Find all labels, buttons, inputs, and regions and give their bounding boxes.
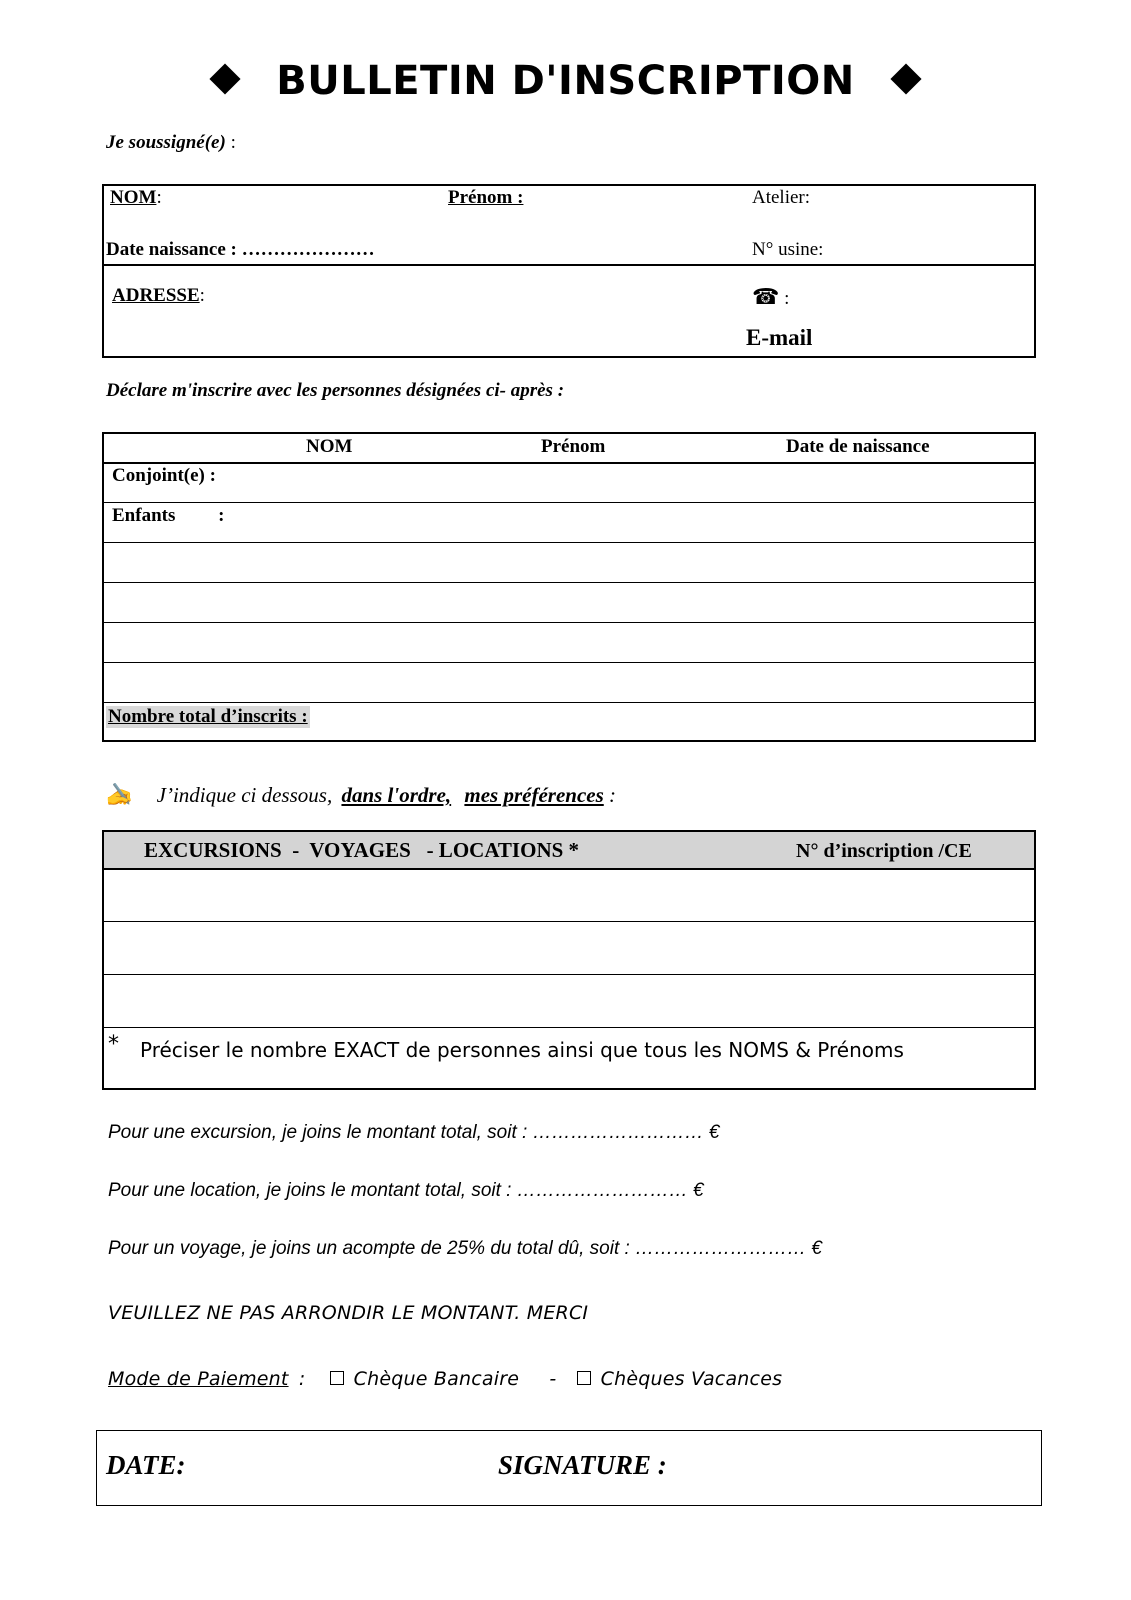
adresse-colon: :: [199, 285, 205, 306]
nom-field[interactable]: [110, 187, 162, 209]
adresse-field[interactable]: [112, 285, 205, 307]
cheques-vacances-label: Chèques Vacances: [600, 1368, 783, 1390]
usine-field[interactable]: N° usine:: [752, 239, 824, 260]
payment-voyage-line[interactable]: Pour un voyage, je joins un acompte de 25% du total dû, soit : ……………………… €: [108, 1238, 822, 1259]
preferences-order: dans l'ordre,: [341, 783, 452, 807]
row-conjoint[interactable]: Conjoint(e) :: [112, 465, 216, 486]
excursions-row-divider: [102, 1027, 1036, 1028]
payment-mode-label: Mode de Paiement: [108, 1368, 289, 1390]
child-row-1[interactable]: [104, 543, 1034, 581]
persons-header-divider: [102, 462, 1036, 464]
child-row-2[interactable]: [104, 583, 1034, 621]
excursions-header-right: N° d’inscription /CE: [796, 840, 972, 862]
preferences-line: [106, 782, 616, 808]
persons-row-divider: [102, 702, 1036, 703]
page-title: [0, 58, 1131, 104]
identity-divider: [102, 264, 1036, 266]
prenom-field[interactable]: Prénom :: [448, 187, 524, 208]
checkbox-icon[interactable]: [330, 1371, 344, 1385]
excursions-header-left: EXCURSIONS - VOYAGES - LOCATIONS *: [144, 838, 580, 862]
date-naissance-field[interactable]: [106, 239, 375, 261]
row-enfants[interactable]: [112, 505, 224, 527]
email-field[interactable]: E-mail: [746, 325, 813, 350]
excursions-note-text: Préciser le nombre EXACT de personnes ainsi que tous les NOMS & Prénoms: [140, 1038, 904, 1062]
title-text: BULLETIN D'INSCRIPTION: [276, 58, 855, 104]
cheques-vacances-option[interactable]: [577, 1368, 783, 1390]
excursion-choice-1[interactable]: [104, 870, 1034, 920]
date-naissance-label: Date naissance : …………………: [106, 239, 375, 260]
phone-field[interactable]: [752, 284, 789, 310]
adresse-label: ADRESSE: [112, 285, 200, 306]
nom-colon: :: [156, 187, 162, 208]
payment-mode-line: [108, 1368, 782, 1390]
child-row-3[interactable]: [104, 623, 1034, 661]
nom-label: NOM: [110, 187, 157, 208]
header-nom: NOM: [306, 436, 353, 457]
preferences-text-start: J’indique ci dessous,: [156, 783, 333, 807]
preferences-text: mes préférences: [464, 783, 604, 807]
diamond-right-icon: [890, 63, 921, 94]
excursions-row-divider: [102, 921, 1036, 922]
diamond-left-icon: [210, 63, 241, 94]
child-row-4[interactable]: [104, 663, 1034, 701]
signature-field[interactable]: SIGNATURE :: [498, 1450, 667, 1480]
checkbox-icon[interactable]: [577, 1371, 591, 1385]
payment-mode-colon: :: [298, 1368, 306, 1390]
excursions-row-divider: [102, 974, 1036, 975]
excursion-choice-3[interactable]: [104, 976, 1034, 1026]
payment-mode-separator: -: [549, 1368, 557, 1390]
writing-hand-icon: ✍: [106, 782, 134, 807]
atelier-field[interactable]: Atelier:: [752, 187, 811, 208]
rounding-warning: VEUILLEZ NE PAS ARRONDIR LE MONTANT. MERCI: [108, 1302, 589, 1324]
date-field[interactable]: DATE:: [106, 1450, 186, 1480]
excursion-choice-2[interactable]: [104, 923, 1034, 973]
excursions-note-star: *: [108, 1032, 119, 1057]
identity-box: [102, 184, 1036, 358]
total-inscrits-label[interactable]: Nombre total d’inscrits :: [108, 706, 308, 727]
persons-row-divider: [102, 502, 1036, 503]
intro-text: Je soussigné(e): [106, 132, 226, 153]
phone-colon: :: [784, 288, 790, 309]
payment-excursion-line[interactable]: Pour une excursion, je joins le montant total, soit : ……………………… €: [108, 1122, 720, 1143]
declare-text: Déclare m'inscrire avec les personnes désignées ci- après :: [106, 380, 565, 401]
cheque-bancaire-label: Chèque Bancaire: [353, 1368, 520, 1390]
payment-location-line[interactable]: Pour une location, je joins le montant total, soit : ……………………… €: [108, 1180, 704, 1201]
row-enfants-label: Enfants: [112, 505, 176, 526]
intro-colon: :: [230, 132, 236, 153]
header-date-naissance: Date de naissance: [786, 436, 930, 457]
row-enfants-colon: :: [218, 505, 225, 526]
header-prenom: Prénom: [541, 436, 606, 457]
preferences-colon: :: [609, 783, 617, 807]
intro-line: [106, 132, 236, 154]
telephone-icon: ☎: [752, 284, 780, 309]
cheque-bancaire-option[interactable]: [330, 1368, 519, 1390]
